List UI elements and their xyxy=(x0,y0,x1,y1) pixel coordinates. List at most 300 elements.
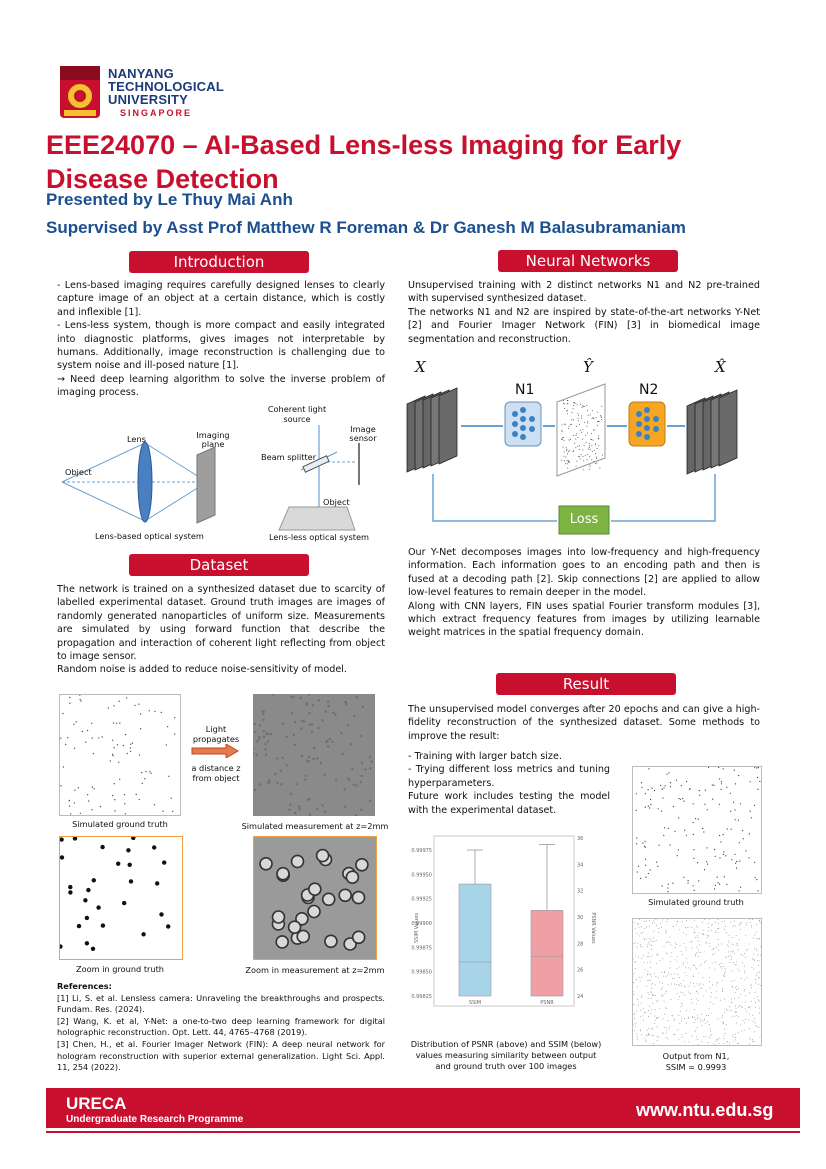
particle-dot xyxy=(264,743,266,745)
particle-dot xyxy=(648,956,649,957)
yhat-dot xyxy=(580,430,581,431)
yhat-dot xyxy=(566,411,567,412)
particle-dot xyxy=(100,845,104,849)
particle-dot xyxy=(662,1019,663,1020)
yhat-dot xyxy=(583,469,584,470)
particle-dot xyxy=(672,1015,673,1016)
particle-dot xyxy=(736,986,737,987)
particle-dot xyxy=(648,953,649,954)
particle-dot xyxy=(255,753,257,755)
yhat-dot xyxy=(563,447,564,448)
particle-dot xyxy=(653,937,654,938)
supervisor: Supervised by Asst Prof Matthew R Foreman & Dr Ganesh M Balasubramaniam xyxy=(46,218,686,237)
particle-dot xyxy=(91,723,92,724)
particle-dot xyxy=(679,996,680,997)
particle-dot xyxy=(666,774,667,775)
particle-dot xyxy=(309,724,311,726)
particle-dot xyxy=(757,789,758,790)
particle-dot xyxy=(74,790,75,791)
result-intro: The unsupervised model converges after 20 epochs and can give a high-fidelity reconstruction of the synthesized dataset. Some methods to improve the result: xyxy=(408,704,760,742)
particle-dot xyxy=(754,959,755,960)
particle-dot xyxy=(74,802,75,803)
particle-dot xyxy=(744,970,745,971)
particle-dot xyxy=(708,767,709,768)
particle-dot xyxy=(96,905,100,909)
particle-dot xyxy=(733,944,734,945)
particle-dot xyxy=(751,984,752,985)
yhat-dot xyxy=(563,437,564,438)
particle-dot xyxy=(686,1010,687,1011)
particle-dot xyxy=(162,811,163,812)
footer-website[interactable]: www.ntu.edu.sg xyxy=(636,1100,774,1120)
particle-dot xyxy=(749,1028,750,1029)
particle-dot xyxy=(740,922,741,923)
particle-dot xyxy=(683,980,684,981)
particle-dot xyxy=(650,939,651,940)
particle-dot xyxy=(751,987,752,988)
particle-dot xyxy=(741,1031,742,1032)
particle-dot xyxy=(666,921,667,922)
particle-dot xyxy=(711,1013,712,1014)
particle-dot xyxy=(298,808,300,810)
particle-dot xyxy=(685,967,686,968)
yhat-dot xyxy=(561,430,562,431)
particle-dot xyxy=(152,845,156,849)
particle-dot xyxy=(657,866,658,867)
particle-dot xyxy=(113,747,114,748)
particle-dot xyxy=(677,956,678,957)
particle-dot xyxy=(745,957,746,958)
particle-dot xyxy=(720,789,721,790)
particle-dot xyxy=(268,779,270,781)
particle-dot xyxy=(286,764,288,766)
particle-dot xyxy=(750,811,751,812)
particle-dot xyxy=(707,1021,708,1022)
particle-dot xyxy=(313,747,315,749)
particle-dot xyxy=(329,738,331,740)
particle-dot xyxy=(634,1018,635,1019)
yhat-dot xyxy=(586,442,587,443)
particle-dot xyxy=(753,1021,754,1022)
particle-dot xyxy=(682,954,683,955)
particle-dot xyxy=(655,1009,656,1010)
particle-dot xyxy=(655,1020,656,1021)
particle-ring xyxy=(346,871,358,883)
particle-dot xyxy=(750,781,751,782)
particle-dot xyxy=(647,1035,648,1036)
particle-dot xyxy=(732,1016,733,1017)
yhat-dot xyxy=(591,445,592,446)
particle-dot xyxy=(85,742,86,743)
particle-dot xyxy=(648,1033,649,1034)
particle-dot xyxy=(646,927,647,928)
particle-dot xyxy=(737,943,738,944)
particle-dot xyxy=(686,920,687,921)
particle-dot xyxy=(639,919,640,920)
particle-dot xyxy=(129,879,133,883)
particle-dot xyxy=(701,963,702,964)
particle-dot xyxy=(660,785,661,786)
particle-dot xyxy=(736,1012,737,1013)
ground-truth-image xyxy=(59,694,181,816)
particle-dot xyxy=(729,942,730,943)
particle-dot xyxy=(695,932,696,933)
particle-dot xyxy=(759,960,760,961)
particle-dot xyxy=(731,970,732,971)
particle-dot xyxy=(677,855,678,856)
particle-dot xyxy=(655,976,656,977)
particle-dot xyxy=(648,1034,649,1035)
particle-dot xyxy=(636,1034,637,1035)
particle-dot xyxy=(144,778,145,779)
particle-dot xyxy=(693,983,694,984)
particle-dot xyxy=(724,974,725,975)
particle-dot xyxy=(725,968,726,969)
particle-dot xyxy=(675,959,676,960)
particle-dot xyxy=(638,1005,639,1006)
particle-dot xyxy=(675,947,676,948)
particle-dot xyxy=(648,992,649,993)
particle-dot xyxy=(344,806,346,808)
particle-dot xyxy=(305,775,307,777)
particle-dot xyxy=(659,845,660,846)
particle-dot xyxy=(272,694,274,696)
particle-dot xyxy=(649,1006,650,1007)
particle-dot xyxy=(638,866,639,867)
particle-dot xyxy=(634,1013,635,1014)
particle-dot xyxy=(653,941,654,942)
particle-dot xyxy=(718,923,719,924)
particle-dot xyxy=(641,977,642,978)
particle-dot xyxy=(738,949,739,950)
particle-dot xyxy=(299,697,301,699)
particle-dot xyxy=(751,926,752,927)
particle-dot xyxy=(276,757,278,759)
particle-dot xyxy=(706,861,707,862)
particle-dot xyxy=(311,731,313,733)
particle-dot xyxy=(717,877,718,878)
particle-dot xyxy=(647,962,648,963)
particle-dot xyxy=(87,794,88,795)
ntu-crest-icon xyxy=(58,64,102,120)
particle-dot xyxy=(696,991,697,992)
particle-dot xyxy=(361,775,363,777)
particle-dot xyxy=(717,882,718,883)
particle-dot xyxy=(640,1030,641,1031)
particle-dot xyxy=(735,987,736,988)
particle-dot xyxy=(654,973,655,974)
particle-dot xyxy=(636,1037,637,1038)
particle-dot xyxy=(682,798,683,799)
particle-dot xyxy=(86,888,90,892)
particle-dot xyxy=(642,1015,643,1016)
particle-dot xyxy=(174,717,175,718)
yhat-dot xyxy=(561,439,562,440)
particle-dot xyxy=(724,1029,725,1030)
particle-dot xyxy=(703,930,704,931)
yhat-dot xyxy=(591,433,592,434)
yhat-dot xyxy=(562,437,563,438)
yhat-dot xyxy=(593,440,594,441)
particle-dot xyxy=(744,972,745,973)
particle-dot xyxy=(736,1008,737,1009)
particle-dot xyxy=(317,727,319,729)
particle-dot xyxy=(154,711,155,712)
particle-dot xyxy=(697,1027,698,1028)
particle-dot xyxy=(136,794,137,795)
yhat-dot xyxy=(575,447,576,448)
yhat-dot xyxy=(569,440,570,441)
particle-dot xyxy=(742,962,743,963)
particle-dot xyxy=(726,957,727,958)
particle-dot xyxy=(701,988,702,989)
particle-dot xyxy=(633,982,634,983)
particle-dot xyxy=(664,946,665,947)
particle-dot xyxy=(306,703,308,705)
particle-dot xyxy=(741,978,742,979)
particle-dot xyxy=(678,849,679,850)
particle-dot xyxy=(735,992,736,993)
yhat-dot xyxy=(593,417,594,418)
particle-dot xyxy=(738,997,739,998)
particle-dot xyxy=(706,943,707,944)
particle-dot xyxy=(295,783,297,785)
particle-dot xyxy=(712,949,713,950)
particle-dot xyxy=(663,787,664,788)
particle-dot xyxy=(717,983,718,984)
particle-dot xyxy=(759,971,760,972)
particle-dot xyxy=(650,992,651,993)
particle-dot xyxy=(702,922,703,923)
yhat-dot xyxy=(589,456,590,457)
particle-dot xyxy=(724,1008,725,1009)
particle-dot xyxy=(113,705,114,706)
particle-dot xyxy=(92,737,93,738)
particle-dot xyxy=(683,964,684,965)
particle-dot xyxy=(723,1035,724,1036)
yhat-dot xyxy=(594,450,595,451)
particle-dot xyxy=(731,859,732,860)
particle-dot xyxy=(648,1010,649,1011)
particle-dot xyxy=(636,837,637,838)
yhat-dot xyxy=(584,422,585,423)
particle-ring xyxy=(323,893,335,905)
particle-dot xyxy=(737,945,738,946)
particle-dot xyxy=(309,814,311,816)
particle-dot xyxy=(62,713,63,714)
particle-dot xyxy=(656,1001,657,1002)
particle-dot xyxy=(686,781,687,782)
particle-dot xyxy=(715,932,716,933)
yhat-dot xyxy=(564,408,565,409)
particle-dot xyxy=(635,956,636,957)
particle-dot xyxy=(650,980,651,981)
particle-dot xyxy=(695,956,696,957)
yhat-dot xyxy=(567,453,568,454)
particle-dot xyxy=(724,921,725,922)
yhat-dot xyxy=(565,463,566,464)
particle-dot xyxy=(745,1019,746,1020)
particle-dot xyxy=(731,1010,732,1011)
yhat-dot xyxy=(573,450,574,451)
particle-dot xyxy=(716,991,717,992)
particle-dot xyxy=(728,956,729,957)
particle-dot xyxy=(757,1026,758,1027)
particle-ring xyxy=(273,911,285,923)
particle-dot xyxy=(757,955,758,956)
particle-dot xyxy=(656,862,657,863)
particle-dot xyxy=(752,959,753,960)
particle-dot xyxy=(733,1036,734,1037)
xhat-label: X̂ xyxy=(715,358,726,376)
particle-dot xyxy=(740,994,741,995)
yhat-dot xyxy=(591,439,592,440)
particle-dot xyxy=(70,813,71,814)
yhat-dot xyxy=(576,461,577,462)
particle-dot xyxy=(108,707,109,708)
logo-wordmark: NANYANG TECHNOLOGICAL UNIVERSITY xyxy=(108,66,224,107)
particle-dot xyxy=(726,932,727,933)
particle-dot xyxy=(751,1001,752,1002)
particle-dot xyxy=(758,938,759,939)
particle-dot xyxy=(709,977,710,978)
particle-dot xyxy=(651,988,652,989)
particle-dot xyxy=(745,1002,746,1003)
particle-dot xyxy=(690,969,691,970)
particle-dot xyxy=(693,976,694,977)
footer-line xyxy=(46,1131,800,1133)
particle-dot xyxy=(758,1027,759,1028)
particle-dot xyxy=(131,837,135,840)
particle-dot xyxy=(666,1030,667,1031)
yhat-dot xyxy=(564,460,565,461)
particle-dot xyxy=(707,864,708,865)
particle-dot xyxy=(757,777,758,778)
particle-dot xyxy=(655,995,656,996)
particle-dot xyxy=(689,986,690,987)
yhat-dot xyxy=(573,405,574,406)
particle-dot xyxy=(691,927,692,928)
particle-dot xyxy=(647,980,648,981)
particle-dot xyxy=(688,1042,689,1043)
category-label: SSIM xyxy=(468,1000,482,1006)
yhat-dot xyxy=(597,448,598,449)
particle-dot xyxy=(60,785,61,786)
particle-dot xyxy=(755,979,756,980)
particle-dot xyxy=(118,762,119,763)
particle-dot xyxy=(643,956,644,957)
yhat-dot xyxy=(565,424,566,425)
particle-dot xyxy=(670,956,671,957)
particle-dot xyxy=(735,1012,736,1013)
particle-dot xyxy=(645,1040,646,1041)
n1-label: N1 xyxy=(515,382,535,398)
particle-dot xyxy=(694,1017,695,1018)
yhat-dot xyxy=(563,403,564,404)
output-n1-image xyxy=(632,918,762,1046)
particle-dot xyxy=(641,995,642,996)
particle-dot xyxy=(360,809,362,811)
yhat-dot xyxy=(568,428,569,429)
particle-dot xyxy=(679,1023,680,1024)
yhat-dot xyxy=(578,418,579,419)
particle-dot xyxy=(650,799,651,800)
particle-dot xyxy=(662,994,663,995)
particle-dot xyxy=(291,712,293,714)
particle-dot xyxy=(731,981,732,982)
particle-dot xyxy=(677,921,678,922)
imaging-plane-label: Imaging plane xyxy=(196,430,230,449)
particle-dot xyxy=(646,938,647,939)
particle-dot xyxy=(756,950,757,951)
yhat-dot xyxy=(569,426,570,427)
particle-dot xyxy=(702,1020,703,1021)
particle-dot xyxy=(688,1017,689,1018)
particle-ring xyxy=(317,850,329,862)
particle-dot xyxy=(645,1012,646,1013)
particle-dot xyxy=(701,1025,702,1026)
particle-dot xyxy=(705,1023,706,1024)
particle-dot xyxy=(758,977,759,978)
particle-dot xyxy=(669,937,670,938)
particle-dot xyxy=(637,986,638,987)
yhat-dot xyxy=(578,456,579,457)
particle-dot xyxy=(697,1039,698,1040)
particle-dot xyxy=(722,980,723,981)
yhat-dot xyxy=(564,403,565,404)
yhat-dot xyxy=(582,429,583,430)
particle-dot xyxy=(745,850,746,851)
particle-dot xyxy=(686,958,687,959)
yhat-dot xyxy=(596,457,597,458)
particle-dot xyxy=(719,835,720,836)
particle-dot xyxy=(723,1022,724,1023)
particle-dot xyxy=(93,753,94,754)
particle-dot xyxy=(715,856,716,857)
particle-dot xyxy=(652,1029,653,1030)
yhat-dot xyxy=(567,463,568,464)
yhat-dot xyxy=(595,444,596,445)
particle-dot xyxy=(680,983,681,984)
particle-dot xyxy=(667,941,668,942)
particle-dot xyxy=(701,1041,702,1042)
yhat-dot xyxy=(592,418,593,419)
particle-dot xyxy=(713,1004,714,1005)
particle-dot xyxy=(665,993,666,994)
y2-tick-label: 28 xyxy=(577,941,584,948)
particle-ring xyxy=(353,931,365,943)
particle-dot xyxy=(369,767,371,769)
particle-dot xyxy=(717,1018,718,1019)
particle-dot xyxy=(700,952,701,953)
particle-dot xyxy=(119,701,120,702)
yhat-dot xyxy=(575,439,576,440)
particle-dot xyxy=(331,741,333,743)
yhat-dot xyxy=(583,456,584,457)
particle-dot xyxy=(649,941,650,942)
particle-dot xyxy=(334,713,336,715)
particle-dot xyxy=(637,933,638,934)
particle-dot xyxy=(668,1038,669,1039)
particle-dot xyxy=(751,817,752,818)
particle-dot xyxy=(722,1015,723,1016)
particle-ring xyxy=(353,892,365,904)
particle-dot xyxy=(716,930,717,931)
particle-dot xyxy=(659,928,660,929)
particle-dot xyxy=(91,947,95,951)
particle-dot xyxy=(88,800,89,801)
y2-tick-label: 32 xyxy=(577,888,584,895)
